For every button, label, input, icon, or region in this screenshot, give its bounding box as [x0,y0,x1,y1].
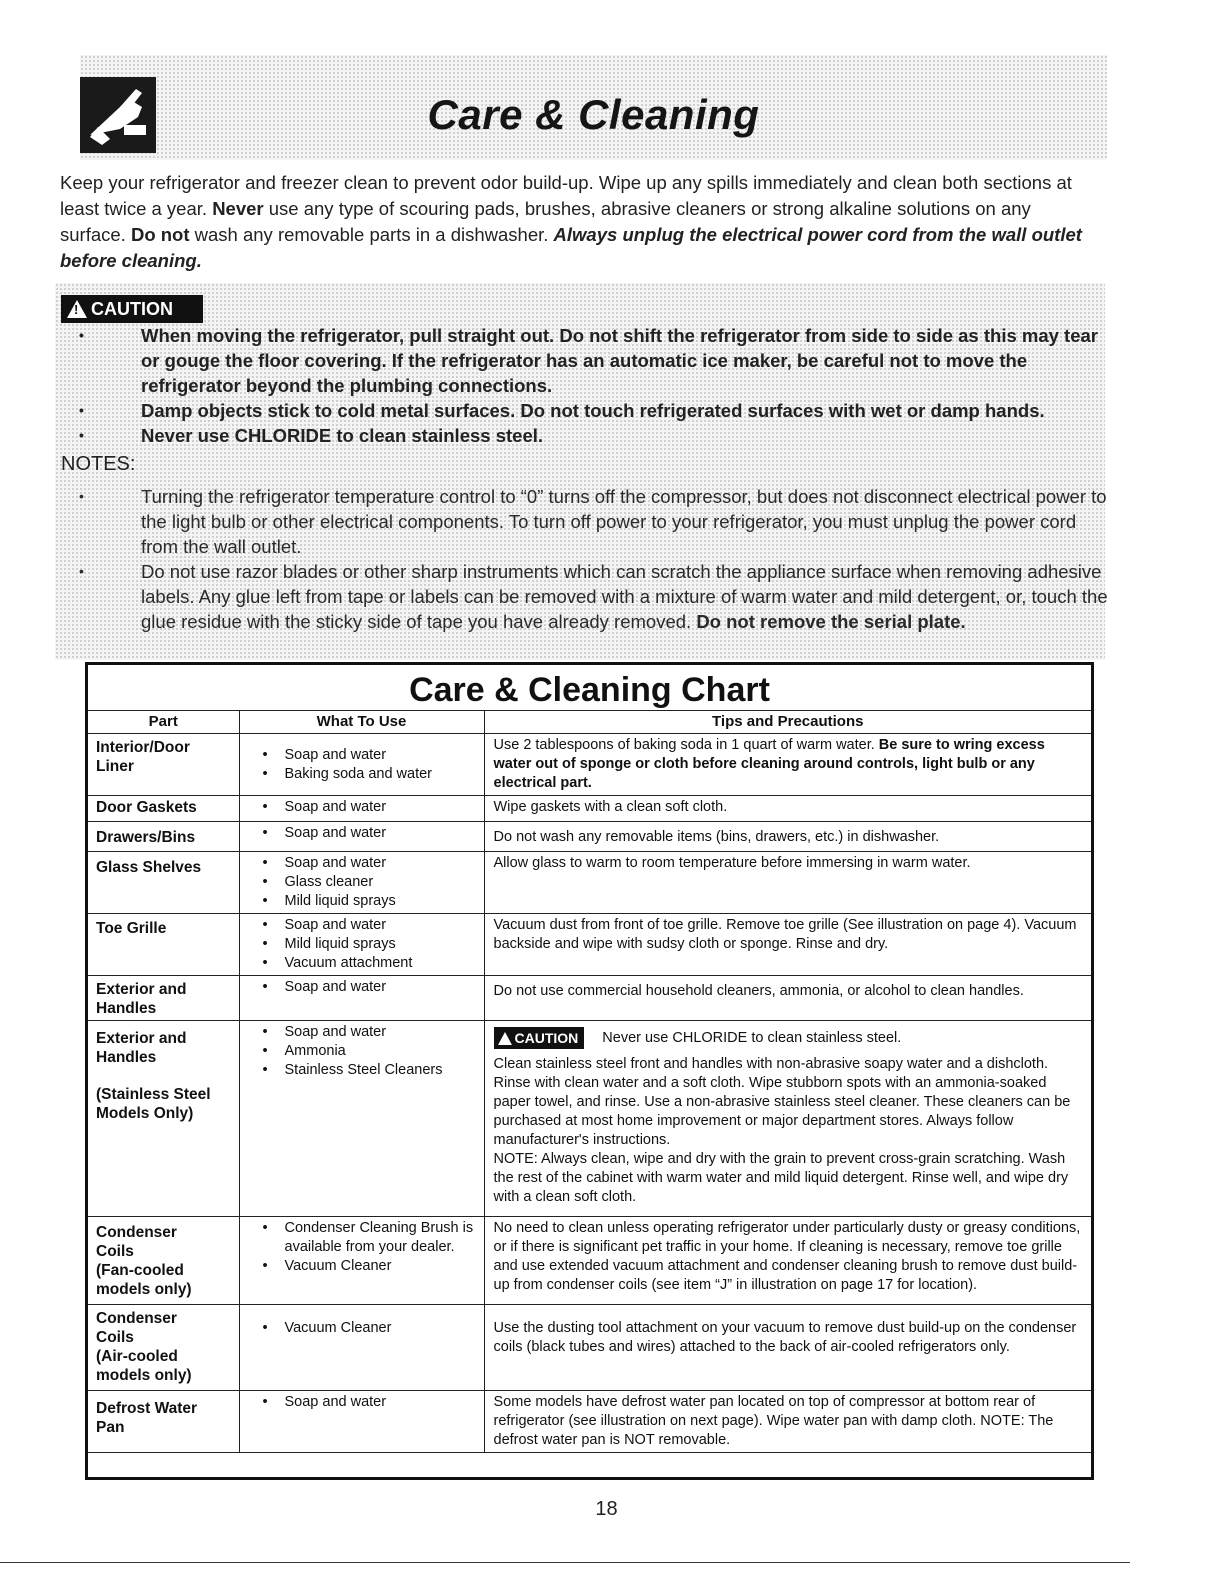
part-cell [88,822,239,852]
intro-never: Never [212,198,264,219]
tips-cell: Vacuum dust from front of toe grille. Remove toe grille (See illustration on page 4). Vacuum backside and wipe with sudsy cloth or sponge. Rinse and dry. [484,914,1091,976]
chart-table [88,710,1091,1453]
note-serial-plate: Do not remove the serial plate. [696,611,966,632]
intro-text-1: Keep your refrigerator and freezer clean to prevent odor build-up. Wipe up any spills immediately and clean both sections at least twice a year. [60,172,1072,219]
column-header-part: Part [88,711,239,734]
use-item: • Condenser Cleaning Brush is available from your dealer. [263,1219,479,1257]
use-item: • Soap and water [263,746,479,765]
part-label: Condenser [96,1310,177,1327]
part-label: Exterior and [96,981,187,998]
use-cell [239,822,484,852]
tips-cell: Use the dusting tool attachment on your vacuum to remove dust build-up on the condenser coils (black tubes and wires) attached to the back of air-cooled refrigerators only. [484,1305,1091,1391]
column-header-what-to-use: What To Use [239,711,484,734]
care-cleaning-chart [85,662,1094,1480]
caution-badge [61,295,203,323]
use-item: • Mild liquid sprays [263,892,479,911]
warning-triangle-icon [498,1032,512,1045]
intro-paragraph [60,170,1090,274]
part-label: Handles [96,1000,157,1017]
part-cell [88,852,239,914]
part-label: (Fan-cooled [96,1262,184,1279]
use-item: • Soap and water [263,1393,479,1412]
table-row [88,1305,1091,1391]
tips-cell: No need to clean unless operating refrigerator under particularly dusty or greasy conditions, or if there is significant pet traffic in your home. If cleaning is necessary, remove toe grille and use extended vacuum attachment and condenser cleaning brush to remove dust build-up from condenser coils (see item “J” in illustration on page 17 for location). [484,1217,1091,1305]
page-number: 18 [595,1498,618,1520]
notes-list [75,484,1115,634]
note-item-text: Do not use razor blades or other sharp instruments which can scratch the appliance surface when removing adhesive labels. Any glue left from tape or labels can be removed with a mixture of warm water and mild detergent, or, touch the glue residue with the sticky side of tape you have already removed. [141,561,1108,632]
use-cell [239,734,484,796]
part-cell [88,734,239,796]
table-row [88,1217,1091,1305]
part-cell [88,1391,239,1453]
part-label: Defrost Water [96,1400,198,1417]
caution-badge-label: CAUTION [514,1029,579,1046]
use-cell [239,976,484,1021]
part-label: Coils [96,1329,134,1346]
part-cell [88,796,239,822]
part-label: Handles [96,1049,157,1066]
use-item: • Soap and water [263,798,479,817]
intro-text-2: use any type of scouring pads, brushes, abrasive cleaners or strong alkaline solutions on any surface. [60,198,1031,245]
tip-note: NOTE: Always clean, wipe and dry with the grain to prevent cross-grain scratching. Wash the rest of the cabinet with warm water and mild liquid detergent. Rinse well, and wipe dry with a clean soft cloth. [493,1151,1069,1205]
use-item: • Ammonia [263,1042,479,1061]
caution-badge-small [494,1027,585,1049]
part-label: (Air-cooled [96,1348,178,1365]
use-item: • Baking soda and water [263,765,479,784]
notes-label: NOTES: [61,453,136,475]
table-row [88,1021,1091,1217]
tip-warning: Be sure to wring excess water out of sponge or cloth before cleaning around controls, light bulb or any electrical part. [493,737,1045,791]
caution-item: • Never use CHLORIDE to clean stainless steel. [75,423,1115,448]
part-label: (Stainless Steel [96,1086,211,1103]
tips-cell: Do not use commercial household cleaners, ammonia, or alcohol to clean handles. [484,976,1091,1021]
use-item: • Soap and water [263,1023,479,1042]
table-row [88,976,1091,1021]
tip-text: Clean stainless steel front and handles with non-abrasive soapy water and a dishcloth. Rinse with clean water and a soft cloth. Wipe stubborn spots with an ammonia-soaked paper towel, and rinse. Use a non-abrasive stainless steel cleaner. These cleaners can be purchased at most home improvement or major department stores. Always follow manufacturer's instructions. [493,1056,1071,1148]
column-header-tips: Tips and Precautions [484,711,1091,734]
part-label: Pan [96,1419,125,1436]
caution-notes-block [55,283,1108,660]
table-row [88,822,1091,852]
chart-title: Care & Cleaning Chart [409,671,770,709]
part-label: Exterior and [96,1030,187,1047]
tips-cell: Do not wash any removable items (bins, drawers, etc.) in dishwasher. [484,822,1091,852]
use-item: • Soap and water [263,854,479,873]
use-item: • Vacuum Cleaner [263,1257,479,1276]
part-label: Interior/Door [96,739,190,756]
caution-item: • Damp objects stick to cold metal surfaces. Do not touch refrigerated surfaces with wet or damp hands. [75,398,1115,423]
use-cell [239,852,484,914]
use-cell [239,1021,484,1217]
table-header-row [88,711,1091,734]
caution-badge-label: CAUTION [91,299,173,319]
use-cell [239,1217,484,1305]
part-label: Glass Shelves [96,859,202,876]
note-item: • Turning the refrigerator temperature control to “0” turns off the compressor, but does not disconnect electrical power to the light bulb or other electrical components. To turn off power to your refrigerator, you must unplug the power cord from the wall outlet. [75,484,1115,559]
part-label: Liner [96,758,134,775]
use-cell [239,1305,484,1391]
tips-cell [484,1021,1091,1217]
tip-text: Use 2 tablespoons of baking soda in 1 quart of warm water. [493,737,879,753]
part-label: Coils [96,1243,134,1260]
use-item: • Vacuum Cleaner [263,1319,479,1338]
use-item: • Soap and water [263,916,479,935]
use-item: • Vacuum attachment [263,954,479,973]
chloride-warning: Never use CHLORIDE to clean stainless steel. [602,1029,902,1046]
use-cell [239,796,484,822]
footer-divider [0,1562,1130,1563]
part-cell [88,1021,239,1217]
tips-cell: Wipe gaskets with a clean soft cloth. [484,796,1091,822]
part-label: models only) [96,1281,192,1298]
use-item: • Mild liquid sprays [263,935,479,954]
part-label: Condenser [96,1224,177,1241]
intro-unplug-warning: Always unplug the electrical power cord from the wall outlet before cleaning. [60,224,1082,271]
part-label: models only) [96,1367,192,1384]
part-label: Drawers/Bins [96,829,196,846]
table-row [88,914,1091,976]
use-item: • Glass cleaner [263,873,479,892]
page-title: Care & Cleaning [427,91,760,138]
part-cell [88,1305,239,1391]
use-item: • Soap and water [263,824,479,843]
tips-cell: Allow glass to warm to room temperature before immersing in warm water. [484,852,1091,914]
part-label: Door Gaskets [96,799,197,816]
part-label: Toe Grille [96,920,167,937]
table-row [88,852,1091,914]
use-cell [239,1391,484,1453]
table-row [88,796,1091,822]
part-label: Models Only) [96,1105,194,1122]
use-item: • Soap and water [263,978,479,997]
use-cell [239,914,484,976]
note-item [75,559,1115,634]
caution-list [75,323,1115,448]
table-row [88,734,1091,796]
tips-cell: Some models have defrost water pan located on top of compressor at bottom rear of refrigerator (see illustration on next page). Wipe water pan with damp cloth. NOTE: The defrost water pan is NOT removable. [484,1391,1091,1453]
tips-cell [484,734,1091,796]
intro-text-3: wash any removable parts in a dishwasher. [189,224,554,245]
caution-item: • When moving the refrigerator, pull straight out. Do not shift the refrigerator from side to side as this may tear or gouge the floor covering. If the refrigerator has an automatic ice maker, be careful not to move the refrigerator beyond the plumbing connections. [75,323,1115,398]
part-cell [88,976,239,1021]
part-cell [88,1217,239,1305]
part-cell [88,914,239,976]
intro-do-not: Do not [130,224,190,245]
header-banner [80,55,1107,160]
use-item: • Stainless Steel Cleaners [263,1061,479,1080]
table-row [88,1391,1091,1453]
warning-triangle-icon [67,300,87,318]
